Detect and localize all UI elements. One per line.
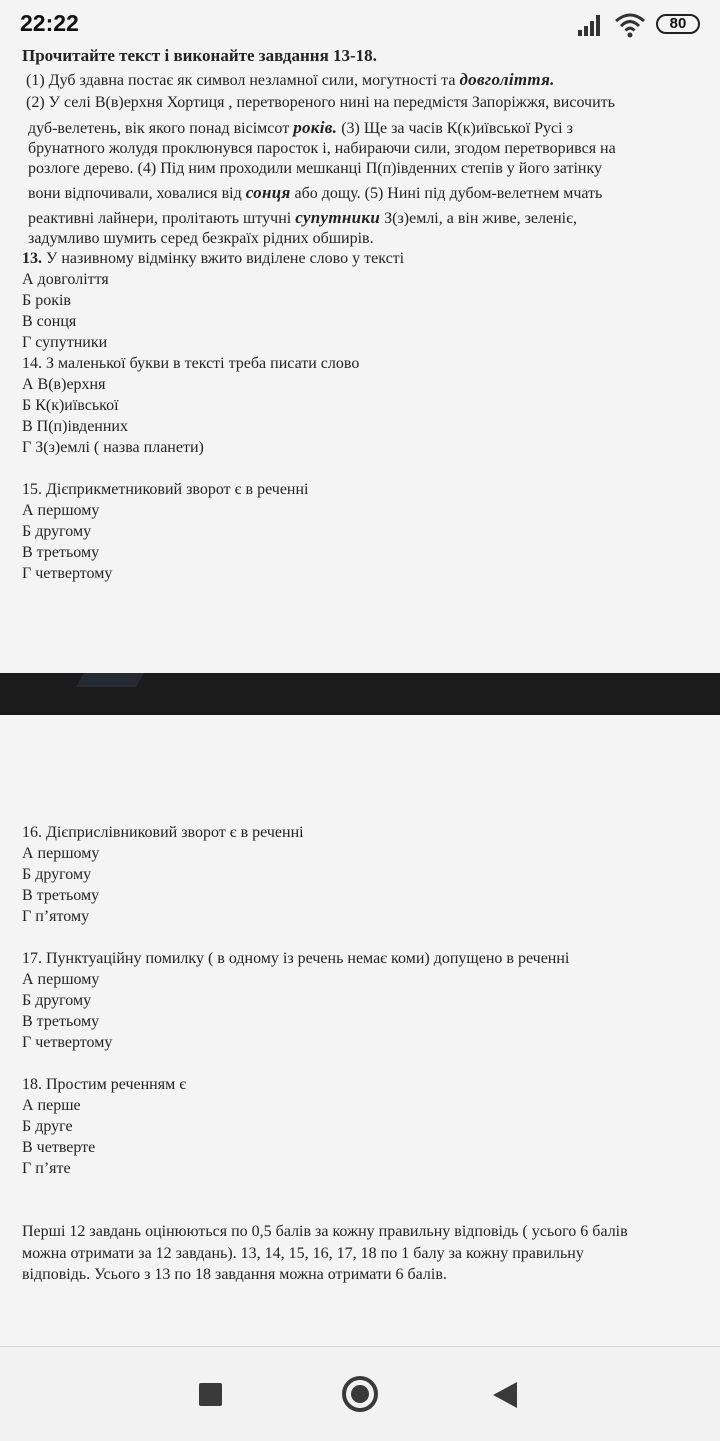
question-14: 14. З маленької букви в тексті треба писати слово xyxy=(22,355,360,372)
back-icon[interactable] xyxy=(493,1382,517,1408)
option: Г четвертому xyxy=(22,1034,113,1051)
option: Б друге xyxy=(22,1118,73,1135)
recent-apps-icon[interactable] xyxy=(199,1383,222,1406)
option: Б К(к)иївської xyxy=(22,397,119,414)
option: В третьому xyxy=(22,1013,100,1030)
option: А В(в)ерхня xyxy=(22,376,106,393)
highlighted-word: років. xyxy=(293,118,338,137)
question-16: 16. Дієприслівниковий зворот є в реченні xyxy=(22,824,304,841)
question-15: 15. Дієприкметниковий зворот є в реченні xyxy=(22,481,309,498)
text-line: задумливо шумить серед безкраїх рідних обширів. xyxy=(28,230,374,247)
grading-note: відповідь. Усього з 13 по 18 завдання можна отримати 6 балів. xyxy=(22,1266,447,1283)
option: Б другому xyxy=(22,866,92,883)
question-18: 18. Простим реченням є xyxy=(22,1076,187,1093)
highlighted-word: сонця xyxy=(245,183,291,202)
highlighted-word: супутники xyxy=(295,208,381,227)
grading-note: Перші 12 завдань оцінюються по 0,5 балів за кожну правильну відповідь ( усього 6 балів xyxy=(22,1223,628,1240)
grading-note: можна отримати за 12 завдань). 13, 14, 15, 16, 17, 18 по 1 балу за кожну правильну xyxy=(22,1245,584,1262)
status-bar xyxy=(0,0,720,46)
option: А першому xyxy=(22,845,100,862)
option: В четверте xyxy=(22,1139,96,1156)
signal-icon xyxy=(578,14,604,36)
text-line: дуб-велетень, вік якого понад вісімсот років. (3) Ще за часів К(к)иївської Русі з xyxy=(28,118,573,137)
highlighted-word: довголіття. xyxy=(459,70,555,89)
text-line: розлоге дерево. (4) Під ним проходили мешканці П(п)івденних степів у його затінку xyxy=(28,160,603,177)
option: А першому xyxy=(22,502,100,519)
option: А довголіття xyxy=(22,271,109,288)
wifi-icon xyxy=(614,12,646,38)
text-line: брунатного жолудя проклюнувся паросток і, набираючи сили, згодом перетворився на xyxy=(28,140,616,157)
text-line: (2) У селі В(в)ерхня Хортиця , перетвореного нині на передмістя Запоріжжя, височить xyxy=(26,94,615,111)
option: Г супутники xyxy=(22,334,108,351)
option: В третьому xyxy=(22,544,100,561)
option: Г четвертому xyxy=(22,565,113,582)
clock: 22:22 xyxy=(20,10,79,36)
option: А перше xyxy=(22,1097,81,1114)
text-line: реактивні лайнери, пролітають штучні супутники З(з)емлі, а він живе, зеленіє, xyxy=(28,208,577,227)
option: В сонця xyxy=(22,313,77,330)
option: Б другому xyxy=(22,523,92,540)
option: Г п’ятому xyxy=(22,908,90,925)
option: Г п’яте xyxy=(22,1160,71,1177)
option: Б другому xyxy=(22,992,92,1009)
option: В третьому xyxy=(22,887,100,904)
navigation-bar xyxy=(0,1346,720,1441)
text-line: вони відпочивали, ховалися від сонця або дощу. (5) Нині під дубом-велетнем мчать xyxy=(28,183,603,202)
page-divider xyxy=(0,673,720,715)
question-17: 17. Пунктуаційну помилку ( в одному із речень немає коми) допущено в реченні xyxy=(22,950,570,967)
page-title: Прочитайте текст і виконайте завдання 13-18. xyxy=(22,46,377,65)
option: Б років xyxy=(22,292,71,309)
question-13: 13. У називному відмінку вжито виділене слово у тексті xyxy=(22,250,405,267)
option: В П(п)івденних xyxy=(22,418,128,435)
battery-indicator: 80 xyxy=(656,14,700,34)
option: А першому xyxy=(22,971,100,988)
text-line: (1) Дуб здавна постає як символ незламної сили, могутності та довголіття. xyxy=(26,70,555,89)
home-icon[interactable] xyxy=(342,1376,378,1412)
option: Г З(з)емлі ( назва планети) xyxy=(22,439,204,456)
